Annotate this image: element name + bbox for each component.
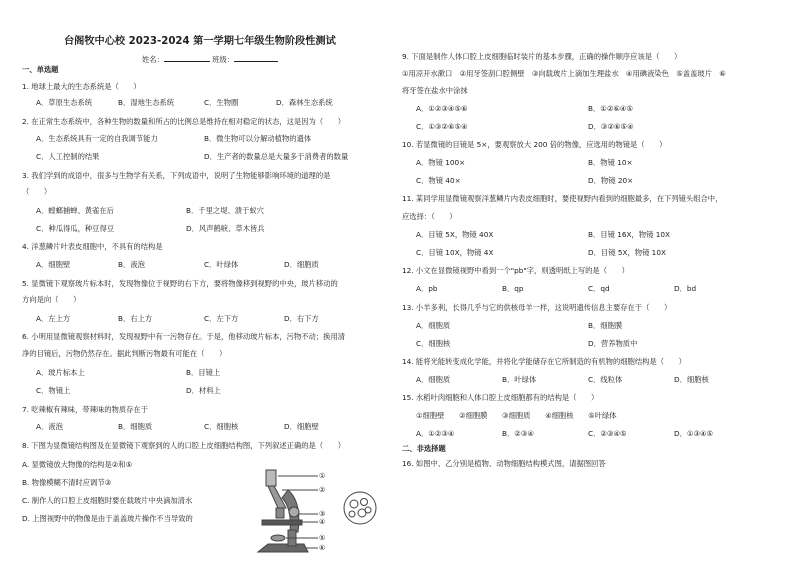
microscope-figure bbox=[238, 468, 388, 560]
option-b[interactable]: B．千里之堤、溃于蚁穴 bbox=[186, 206, 264, 215]
option-d[interactable]: D．森林生态系统 bbox=[276, 98, 333, 107]
question-6-stem: 6. 小明用显微镜观察材料时，发现视野中有一污物存在。于是，他移动玻片标本，污物不动；换用清 bbox=[22, 332, 346, 341]
option-a[interactable]: A．细胞质 bbox=[416, 375, 451, 384]
focus-knob-shape bbox=[289, 507, 299, 517]
option-d[interactable]: D．生产者的数量总是大量多于消费者的数量 bbox=[204, 152, 349, 161]
question-16-stem: 16. 如图中、乙分别是植物、动物细胞结构模式图，请据图回答 bbox=[402, 459, 606, 468]
question-12-stem: 12. 小文在显微镜视野中看到一个"pb"字，则透明纸上写的是（ ） bbox=[402, 266, 629, 275]
question-13-stem: 13. 小羊多利，长得几乎与它的供核母羊一样，这说明遗传信息主要存在于（ ） bbox=[402, 303, 672, 312]
figure-label-5: ⑤ bbox=[319, 534, 326, 542]
question-9-stem: 9. 下面是制作人体口腔上皮细胞临时装片的基本步骤，正确的操作顺序应该是（ ） bbox=[402, 52, 682, 61]
option-d[interactable]: D．①③④⑤ bbox=[674, 429, 714, 438]
option-d[interactable]: D．细胞质 bbox=[284, 260, 319, 269]
figure-label-6: ⑥ bbox=[319, 544, 326, 552]
name-field[interactable] bbox=[164, 54, 210, 62]
option-c[interactable]: C．①③②⑥⑤④ bbox=[416, 122, 468, 131]
option-c[interactable]: C．左下方 bbox=[204, 314, 239, 323]
option-d[interactable]: D．营养物质中 bbox=[588, 339, 638, 348]
page-title: 台阁牧中心校 2023-2024 第一学期七年级生物阶段性测试 bbox=[64, 36, 336, 47]
question-8-option-c[interactable]: C. 制作人的口腔上皮细胞时要在载玻片中央滴加清水 bbox=[22, 496, 193, 505]
option-c[interactable]: C．qd bbox=[588, 284, 610, 293]
question-3-stem-cont: （ ） bbox=[22, 187, 52, 196]
option-c[interactable]: C．目镜 10X，物镜 4X bbox=[416, 248, 494, 257]
option-c[interactable]: C．线粒体 bbox=[588, 375, 623, 384]
option-c[interactable]: C．人工控制的结果 bbox=[36, 152, 100, 161]
option-c[interactable]: C．细胞核 bbox=[204, 422, 239, 431]
question-8-stem: 8. 下图为显微镜结构图及在显微镜下观察到的人的口腔上皮细胞结构图，下列叙述正确的是（ ） bbox=[22, 441, 346, 450]
option-d[interactable]: D．右下方 bbox=[284, 314, 319, 323]
option-a[interactable]: A．草原生态系统 bbox=[36, 98, 93, 107]
option-a[interactable]: A．①②③④ bbox=[416, 429, 455, 438]
name-label: 姓名： bbox=[142, 55, 164, 64]
question-7-stem: 7. 吃辣椒有辣味，带辣味的物质存在于 bbox=[22, 405, 149, 414]
option-b[interactable]: B．目镜上 bbox=[186, 368, 221, 377]
option-b[interactable]: B．物镜 10× bbox=[588, 158, 633, 167]
option-b[interactable]: B．细胞质 bbox=[118, 422, 153, 431]
option-a[interactable]: A．pb bbox=[416, 284, 438, 293]
option-d[interactable]: D．bd bbox=[674, 284, 697, 293]
option-a[interactable]: A．细胞壁 bbox=[36, 260, 71, 269]
option-d[interactable]: D．材料上 bbox=[186, 386, 221, 395]
option-c[interactable]: C．细胞核 bbox=[416, 339, 451, 348]
option-a[interactable]: A．生态系统具有一定的自我调节能力 bbox=[36, 134, 158, 143]
option-b[interactable]: B．微生物可以分解动植物的遗体 bbox=[204, 134, 312, 143]
figure-label-3: ③ bbox=[319, 510, 326, 518]
option-b[interactable]: B．右上方 bbox=[118, 314, 153, 323]
option-b[interactable]: B．①②⑥④⑤ bbox=[588, 104, 634, 113]
option-d[interactable]: D．细胞核 bbox=[674, 375, 709, 384]
option-a[interactable]: A．左上方 bbox=[36, 314, 71, 323]
question-14-stem: 14. 能将光能转变成化学能，并将化学能储存在它所制造的有机物的细胞结构是（ ） bbox=[402, 357, 686, 366]
option-c[interactable]: C．物镜上 bbox=[36, 386, 71, 395]
stage-shape bbox=[262, 520, 302, 525]
question-8-option-a[interactable]: A. 显微镜放大物像的结构是②和⑤ bbox=[22, 460, 133, 469]
section-heading-non-choice: 二、非选择题 bbox=[402, 444, 446, 453]
class-label: 班级： bbox=[212, 55, 235, 64]
figure-label-4: ④ bbox=[319, 518, 326, 526]
eyepiece-shape bbox=[266, 470, 276, 486]
question-10-stem: 10. 若显微镜的目镜是 5×，要观察放大 200 倍的物像，应选用的物镜是（ ） bbox=[402, 140, 667, 149]
option-c[interactable]: C．生物圈 bbox=[204, 98, 239, 107]
question-5-stem-cont: 方向是向（ ） bbox=[22, 295, 81, 304]
option-b[interactable]: B．叶绿体 bbox=[502, 375, 537, 384]
question-11-stem-cont: 应选择：（ ） bbox=[402, 212, 457, 221]
question-9-line2: ①用凉开水漱口 ②用牙签刮口腔侧壁 ③向载玻片上滴加生理盐水 ④用碘液染色 ⑤盖盖玻片 ⑥ bbox=[402, 69, 726, 78]
question-1-stem: 1. 地球上最大的生态系统是（ ） bbox=[22, 82, 141, 91]
option-a[interactable]: A．物镜 100× bbox=[416, 158, 466, 167]
figure-label-2: ② bbox=[319, 486, 326, 494]
option-d[interactable]: D．物镜 20× bbox=[588, 176, 634, 185]
option-b[interactable]: B．液泡 bbox=[118, 260, 145, 269]
option-c[interactable]: C．叶绿体 bbox=[204, 260, 239, 269]
mirror-shape bbox=[271, 535, 285, 541]
option-a[interactable]: A．细胞质 bbox=[416, 321, 451, 330]
option-c[interactable]: C．种瓜得瓜，种豆得豆 bbox=[36, 224, 115, 233]
question-3-stem: 3. 我们学到的成语中，很多与生物学有关系，下列成语中，说明了生物能够影响环境的道理的是 bbox=[22, 171, 331, 180]
field-of-view-shape bbox=[344, 492, 376, 524]
option-d[interactable]: D．细胞壁 bbox=[284, 422, 319, 431]
option-c[interactable]: C．物镜 40× bbox=[416, 176, 461, 185]
option-d[interactable]: D．风声鹤唳、草木皆兵 bbox=[186, 224, 265, 233]
section-heading-single-choice: 一、单选题 bbox=[22, 65, 59, 74]
option-b[interactable]: B．细胞膜 bbox=[588, 321, 623, 330]
question-4-stem: 4. 洋葱鳞片叶表皮细胞中，不具有的结构是 bbox=[22, 242, 163, 251]
option-c[interactable]: C．②③④⑤ bbox=[588, 429, 627, 438]
option-b[interactable]: B．qp bbox=[502, 284, 524, 293]
microscope-drawing bbox=[238, 468, 388, 560]
option-b[interactable]: B．②③④ bbox=[502, 429, 534, 438]
option-a[interactable]: A．螳螂捕蝉、黄雀在后 bbox=[36, 206, 114, 215]
question-6-stem-cont: 净的目镜后，污物仍然存在。据此判断污物最有可能在（ ） bbox=[22, 349, 227, 358]
objective-shape bbox=[276, 508, 284, 518]
student-info-line bbox=[142, 54, 278, 65]
question-15-line2: ①细胞壁 ②细胞膜 ③细胞质 ④细胞核 ⑤叶绿体 bbox=[416, 411, 617, 420]
question-2-stem: 2. 在正常生态系统中，各种生物的数量和所占的比例总是维持在相对稳定的状态，这是因为（ ） bbox=[22, 117, 346, 126]
question-15-stem: 15. 水稻叶肉细胞和人体口腔上皮细胞都有的结构是（ ） bbox=[402, 393, 599, 402]
option-a[interactable]: A．目镜 5X，物镜 40X bbox=[416, 230, 494, 239]
question-11-stem: 11. 某同学用显微镜观察洋葱鳞片内表皮细胞时，要使视野内看到的细胞最多，在下列镜头组合中， bbox=[402, 194, 723, 203]
option-a[interactable]: A．①②③④⑤⑥ bbox=[416, 104, 468, 113]
option-a[interactable]: A．玻片标本上 bbox=[36, 368, 85, 377]
option-d[interactable]: D．③②⑥⑤④ bbox=[588, 122, 634, 131]
question-8-option-d[interactable]: D. 上图视野中的物像是由于盖盖玻片操作不当导致的 bbox=[22, 514, 193, 523]
option-d[interactable]: D．目镜 5X，物镜 10X bbox=[588, 248, 666, 257]
question-8-option-b[interactable]: B. 物像模糊不清时应调节③ bbox=[22, 478, 112, 487]
option-a[interactable]: A．液泡 bbox=[36, 422, 63, 431]
question-5-stem: 5. 显微镜下观察玻片标本时，发现物像位于视野的右下方，要将物像移到视野的中央，玻片移动的 bbox=[22, 279, 338, 288]
option-b[interactable]: B．湿地生态系统 bbox=[118, 98, 175, 107]
base-shape bbox=[258, 544, 308, 552]
question-9-line3: 将牙签在盐水中涂抹 bbox=[402, 86, 468, 95]
figure-label-1: ① bbox=[319, 472, 326, 480]
class-field[interactable] bbox=[234, 54, 278, 62]
option-b[interactable]: B．目镜 16X，物镜 10X bbox=[588, 230, 670, 239]
